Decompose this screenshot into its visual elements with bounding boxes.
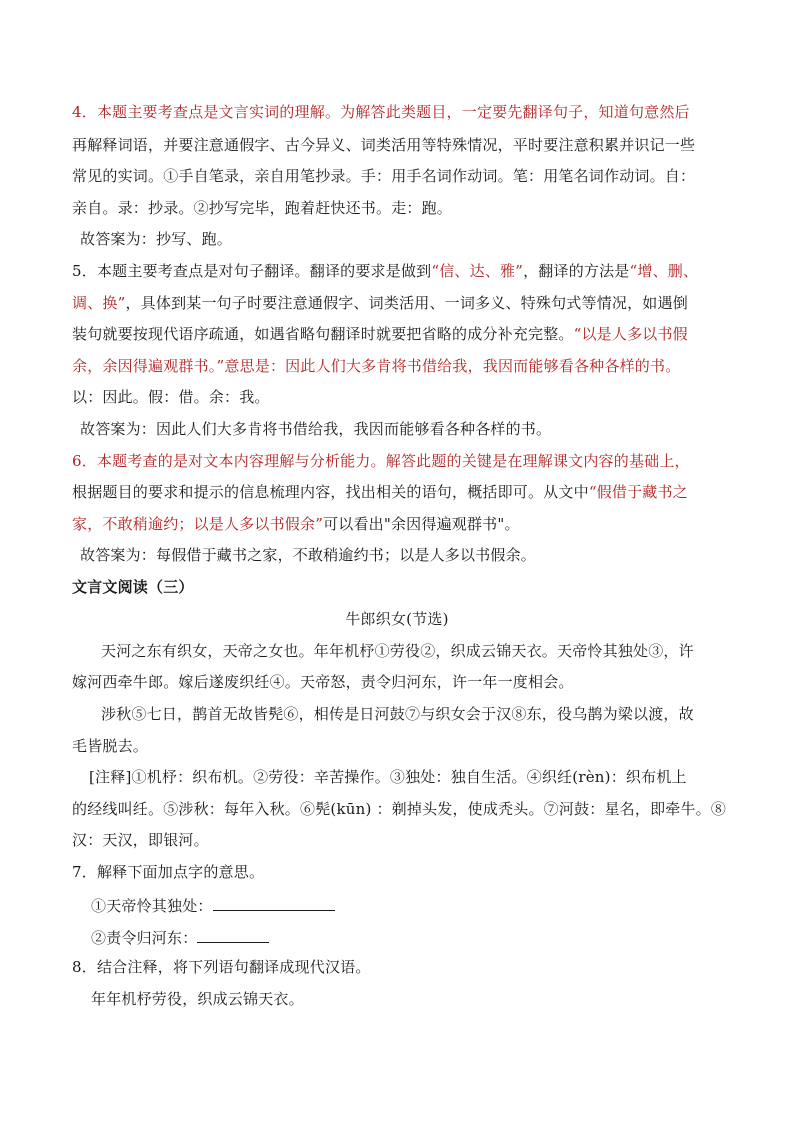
q5-quote-2: “增、删、 (629, 262, 699, 280)
passage-p2-line-1: 涉秋⑤七日，鹊首无故皆髡⑥，相传是日河鼓⑦与织女会于汉⑧东，役乌鹊为梁以渡，故 (101, 705, 694, 723)
q5-line-4 (72, 356, 734, 376)
q7-head: 7．解释下面加点字的意思。 (72, 863, 265, 881)
q4-line-4: 亲自。录：抄录。②抄写完毕，跑着赶快还书。走：跑。 (72, 199, 453, 217)
passage-p1-line-1: 天河之东有织女，天帝之女也。年年机杼①劳役②，织成云锦天衣。天帝怜其独处③，许 (101, 642, 694, 660)
q5-line-4-red-2: 意思是：因此人们大多肯将书借给我，我因而能够看各种各样的书。 (224, 357, 681, 375)
q6-line-3-text: 可以看出"余因得遍观群书"。 (323, 515, 520, 533)
q6-line-3 (72, 514, 734, 534)
q4-line-3: 常见的实词。①手自笔录，亲自用笔抄录。手：用手名词作动词。笔：用笔名词作动词。自： (72, 167, 696, 185)
q5-head (72, 261, 734, 281)
q5-line-2-text: ，具体到某一句子时要注意通假字、词类活用、一词多义、特殊句式等情况，如遇倒 (125, 294, 688, 312)
q5-answer: 故答案为：因此人们大多肯将书借给我，我因而能够看各种各样的书。 (80, 420, 552, 438)
q7-item-1 (91, 894, 734, 916)
passage-note-line-1: [注释]①机杼：织布机。②劳役：辛苦操作。③独处：独自生活。④织纴(rèn)：织布机上 (89, 768, 687, 786)
q5-line-4-red-1: 余，余因得遍观群书。” (72, 357, 225, 375)
q5-head-text: 5．本题主要考查点是对句子翻译。翻译的要求是做到 (72, 262, 432, 280)
passage-p1-line-2: 嫁河西牵牛郎。嫁后遂废织纴④。天帝怒，责令归河东，许一年一度相会。 (72, 673, 574, 691)
passage-p2-line-2: 毛皆脱去。 (72, 737, 149, 755)
passage-title: 牛郎织女(节选) (345, 610, 449, 628)
q7-item-1-answer-blank[interactable] (213, 894, 335, 911)
q6-head: 6．本题考查的是对文本内容理解与分析能力。解答此题的关键是在理解课文内容的基础上， (72, 452, 690, 470)
q4-head: 4．本题主要考查点是文言实词的理解。为解答此类题目，一定要先翻译句子，知道句意然后 (72, 103, 690, 121)
q6-line-2 (72, 482, 734, 502)
passage-note-line-2: 的经线叫纴。⑤涉秋：每年入秋。⑥髡(kūn) ：剃掉头发，使成秃头。⑦河鼓：星名，即牵牛。⑧ (72, 800, 727, 818)
q5-line-3-text: 装句就要按现代语序疏通，如遇省略句翻译时就要把省略的成分补充完整。 (72, 325, 574, 343)
passage-note-line-3: 汉：天汉，即银河。 (72, 831, 209, 849)
q7-item-2-label: ②责令归河东： (91, 929, 198, 947)
q5-line-5: 以：因此。假：借。余：我。 (72, 388, 270, 406)
q5-line-2-red: 调、换” (72, 294, 126, 312)
q5-line-2 (72, 293, 734, 313)
q5-mid-text: ，翻译的方法是 (523, 262, 630, 280)
q6-line-2-red: “假借于藏书之 (588, 483, 688, 501)
q4-answer: 故答案为：抄写、跑。 (80, 230, 233, 248)
q5-line-3-red: “以是人多以书假 (573, 325, 688, 343)
q7-item-1-label: ①天帝怜其独处： (91, 897, 213, 915)
section-title: 文言文阅读（三） (72, 578, 194, 596)
q8-sentence: 年年机杼劳役，织成云锦天衣。 (91, 990, 304, 1008)
q6-line-2-text: 根据题目的要求和提示的信息梳理内容，找出相关的语句，概括即可。从文中 (72, 483, 589, 501)
q7-item-2 (91, 926, 734, 948)
q5-line-3 (72, 324, 734, 344)
q6-line-3-red: 家，不敢稍逾约；以是人多以书假余” (72, 515, 324, 533)
q8-head: 8．结合注释，将下列语句翻译成现代汉语。 (72, 958, 371, 976)
q6-answer: 故答案为：每假借于藏书之家，不敢稍逾约书；以是人多以书假余。 (80, 546, 537, 564)
q7-item-2-answer-blank[interactable] (197, 926, 269, 943)
q4-line-2: 再解释词语，并要注意通假字、古今异义、词类活用等特殊情况，平时要注意积累并识记一些 (72, 136, 696, 154)
q5-quote-1: “信、达、雅” (431, 262, 524, 280)
